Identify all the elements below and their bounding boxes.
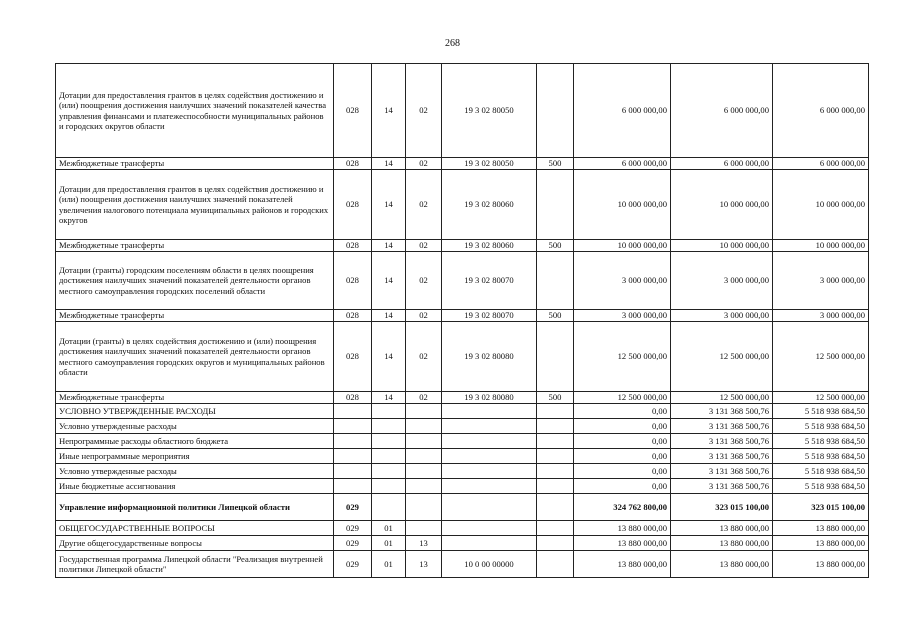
table-row: [56, 392, 869, 404]
row-amount-year2: 3 131 368 500,76: [671, 419, 773, 434]
row-admin-code: 028: [334, 322, 372, 392]
row-expense-type: [537, 521, 574, 536]
row-target-article: 19 3 02 80080: [442, 392, 537, 404]
table-body: [56, 64, 869, 578]
row-amount-year2: 12 500 000,00: [671, 322, 773, 392]
row-expense-type: 500: [537, 392, 574, 404]
row-subsection: [406, 479, 442, 494]
row-admin-code: [334, 404, 372, 419]
row-expense-type: [537, 434, 574, 449]
row-section: [372, 494, 406, 521]
row-target-article: [442, 479, 537, 494]
row-admin-code: 028: [334, 240, 372, 252]
row-amount-year2: 3 131 368 500,76: [671, 434, 773, 449]
table-row: [56, 64, 869, 158]
row-target-article: [442, 464, 537, 479]
table-row: [56, 310, 869, 322]
table-row: [56, 479, 869, 494]
row-name: УСЛОВНО УТВЕРЖДЕННЫЕ РАСХОДЫ: [56, 404, 334, 419]
row-target-article: 19 3 02 80080: [442, 322, 537, 392]
row-section: 14: [372, 170, 406, 240]
row-amount-year1: 13 880 000,00: [574, 521, 671, 536]
row-amount-year3: 5 518 938 684,50: [773, 404, 869, 419]
budget-table: [55, 63, 869, 578]
row-section: 14: [372, 64, 406, 158]
row-section: 14: [372, 252, 406, 310]
row-target-article: [442, 521, 537, 536]
row-name: Условно утвержденные расходы: [56, 419, 334, 434]
row-expense-type: [537, 419, 574, 434]
row-admin-code: [334, 449, 372, 464]
row-amount-year1: 3 000 000,00: [574, 310, 671, 322]
row-amount-year2: 12 500 000,00: [671, 392, 773, 404]
row-subsection: [406, 434, 442, 449]
row-admin-code: 029: [334, 494, 372, 521]
table-row: [56, 158, 869, 170]
row-name: Дотации для предоставления грантов в целях содействия достижению и (или) поощрения достижения наилучших значений показателей качества управления финансами и платежеспособности муниципальных районов и городских округов области: [56, 64, 334, 158]
row-name: Другие общегосударственные вопросы: [56, 536, 334, 551]
row-subsection: 02: [406, 240, 442, 252]
table-row: [56, 419, 869, 434]
row-amount-year3: 3 000 000,00: [773, 310, 869, 322]
row-expense-type: [537, 449, 574, 464]
row-amount-year1: 13 880 000,00: [574, 551, 671, 578]
table-row: [56, 551, 869, 578]
row-section: 14: [372, 240, 406, 252]
row-admin-code: 029: [334, 551, 372, 578]
row-amount-year3: 12 500 000,00: [773, 392, 869, 404]
row-name: Дотации для предоставления грантов в целях содействия достижению и (или) поощрения достижения наилучших значений показателей увеличения налогового потенциала муниципальных районов и городских округов: [56, 170, 334, 240]
row-section: [372, 464, 406, 479]
table-row: [56, 404, 869, 419]
row-expense-type: 500: [537, 240, 574, 252]
row-expense-type: [537, 252, 574, 310]
row-admin-code: [334, 479, 372, 494]
row-amount-year3: 5 518 938 684,50: [773, 464, 869, 479]
row-target-article: [442, 536, 537, 551]
row-name: Условно утвержденные расходы: [56, 464, 334, 479]
row-subsection: 02: [406, 64, 442, 158]
row-subsection: 02: [406, 158, 442, 170]
page-number: 268: [445, 38, 460, 49]
row-target-article: 19 3 02 80050: [442, 64, 537, 158]
row-section: [372, 479, 406, 494]
row-amount-year2: 10 000 000,00: [671, 240, 773, 252]
row-target-article: 19 3 02 80070: [442, 310, 537, 322]
row-amount-year1: 0,00: [574, 404, 671, 419]
table-row: [56, 494, 869, 521]
row-target-article: [442, 449, 537, 464]
row-expense-type: [537, 551, 574, 578]
row-name: Межбюджетные трансферты: [56, 392, 334, 404]
row-amount-year1: 12 500 000,00: [574, 392, 671, 404]
row-amount-year1: 3 000 000,00: [574, 252, 671, 310]
row-subsection: [406, 464, 442, 479]
row-target-article: 19 3 02 80050: [442, 158, 537, 170]
row-subsection: 02: [406, 322, 442, 392]
row-subsection: 02: [406, 252, 442, 310]
row-amount-year1: 13 880 000,00: [574, 536, 671, 551]
row-expense-type: [537, 464, 574, 479]
row-amount-year1: 0,00: [574, 434, 671, 449]
row-amount-year1: 12 500 000,00: [574, 322, 671, 392]
row-amount-year2: 13 880 000,00: [671, 536, 773, 551]
row-amount-year2: 13 880 000,00: [671, 521, 773, 536]
row-amount-year2: 13 880 000,00: [671, 551, 773, 578]
row-amount-year3: 12 500 000,00: [773, 322, 869, 392]
row-amount-year3: 13 880 000,00: [773, 536, 869, 551]
row-amount-year2: 3 000 000,00: [671, 252, 773, 310]
row-target-article: [442, 419, 537, 434]
row-section: [372, 449, 406, 464]
row-expense-type: 500: [537, 310, 574, 322]
row-amount-year3: 6 000 000,00: [773, 64, 869, 158]
row-amount-year2: 6 000 000,00: [671, 158, 773, 170]
row-section: 14: [372, 322, 406, 392]
row-amount-year2: 323 015 100,00: [671, 494, 773, 521]
table-row: [56, 536, 869, 551]
row-name: Управление информационной политики Липецкой области: [56, 494, 334, 521]
row-target-article: [442, 434, 537, 449]
row-expense-type: 500: [537, 158, 574, 170]
row-subsection: [406, 404, 442, 419]
row-amount-year2: 3 131 368 500,76: [671, 464, 773, 479]
row-name: Межбюджетные трансферты: [56, 240, 334, 252]
table-row: [56, 170, 869, 240]
row-target-article: [442, 494, 537, 521]
row-amount-year2: 10 000 000,00: [671, 170, 773, 240]
row-amount-year3: 13 880 000,00: [773, 551, 869, 578]
row-section: 14: [372, 158, 406, 170]
row-amount-year1: 0,00: [574, 479, 671, 494]
row-amount-year3: 5 518 938 684,50: [773, 449, 869, 464]
row-target-article: 19 3 02 80060: [442, 170, 537, 240]
row-subsection: 13: [406, 536, 442, 551]
row-expense-type: [537, 322, 574, 392]
row-target-article: 10 0 00 00000: [442, 551, 537, 578]
row-target-article: 19 3 02 80060: [442, 240, 537, 252]
table-row: [56, 464, 869, 479]
table-row: [56, 252, 869, 310]
row-subsection: [406, 521, 442, 536]
row-name: Дотации (гранты) в целях содействия достижению и (или) поощрения достижения наилучших значений показателей деятельности органов местного самоуправления городских округов и муниципальных районов области: [56, 322, 334, 392]
row-amount-year2: 3 131 368 500,76: [671, 449, 773, 464]
row-amount-year3: 5 518 938 684,50: [773, 434, 869, 449]
table-row: [56, 521, 869, 536]
row-admin-code: [334, 419, 372, 434]
row-section: [372, 419, 406, 434]
row-amount-year3: 10 000 000,00: [773, 170, 869, 240]
row-amount-year2: 6 000 000,00: [671, 64, 773, 158]
row-name: Межбюджетные трансферты: [56, 158, 334, 170]
table-row: [56, 449, 869, 464]
row-target-article: 19 3 02 80070: [442, 252, 537, 310]
row-admin-code: 029: [334, 536, 372, 551]
row-admin-code: 028: [334, 252, 372, 310]
row-subsection: [406, 494, 442, 521]
row-section: [372, 434, 406, 449]
row-expense-type: [537, 494, 574, 521]
row-amount-year2: 3 000 000,00: [671, 310, 773, 322]
row-name: ОБЩЕГОСУДАРСТВЕННЫЕ ВОПРОСЫ: [56, 521, 334, 536]
row-expense-type: [537, 479, 574, 494]
row-admin-code: [334, 434, 372, 449]
row-amount-year1: 6 000 000,00: [574, 64, 671, 158]
row-name: Межбюджетные трансферты: [56, 310, 334, 322]
row-expense-type: [537, 170, 574, 240]
row-admin-code: [334, 464, 372, 479]
row-amount-year3: 5 518 938 684,50: [773, 479, 869, 494]
row-amount-year1: 0,00: [574, 464, 671, 479]
row-amount-year1: 0,00: [574, 419, 671, 434]
table-row: [56, 434, 869, 449]
row-amount-year3: 13 880 000,00: [773, 521, 869, 536]
row-amount-year1: 10 000 000,00: [574, 170, 671, 240]
row-amount-year2: 3 131 368 500,76: [671, 479, 773, 494]
row-amount-year2: 3 131 368 500,76: [671, 404, 773, 419]
row-expense-type: [537, 64, 574, 158]
row-admin-code: 028: [334, 310, 372, 322]
table-row: [56, 240, 869, 252]
row-section: 01: [372, 551, 406, 578]
row-section: [372, 404, 406, 419]
row-name: Непрограммные расходы областного бюджета: [56, 434, 334, 449]
table-row: [56, 322, 869, 392]
row-section: 01: [372, 536, 406, 551]
row-subsection: 13: [406, 551, 442, 578]
row-subsection: 02: [406, 392, 442, 404]
row-expense-type: [537, 536, 574, 551]
row-amount-year3: 10 000 000,00: [773, 240, 869, 252]
row-amount-year3: 5 518 938 684,50: [773, 419, 869, 434]
row-amount-year3: 323 015 100,00: [773, 494, 869, 521]
row-admin-code: 028: [334, 158, 372, 170]
row-section: 01: [372, 521, 406, 536]
row-admin-code: 028: [334, 64, 372, 158]
row-target-article: [442, 404, 537, 419]
row-admin-code: 028: [334, 392, 372, 404]
row-name: Государственная программа Липецкой области "Реализация внутренней политики Липецкой области": [56, 551, 334, 578]
row-subsection: 02: [406, 310, 442, 322]
row-subsection: 02: [406, 170, 442, 240]
row-section: 14: [372, 310, 406, 322]
row-amount-year3: 6 000 000,00: [773, 158, 869, 170]
row-amount-year1: 6 000 000,00: [574, 158, 671, 170]
row-amount-year1: 0,00: [574, 449, 671, 464]
row-amount-year1: 324 762 800,00: [574, 494, 671, 521]
row-amount-year3: 3 000 000,00: [773, 252, 869, 310]
row-name: Дотации (гранты) городским поселениям области в целях поощрения достижения наилучших значений показателей деятельности органов местного самоуправления городских поселений области: [56, 252, 334, 310]
row-expense-type: [537, 404, 574, 419]
row-admin-code: 029: [334, 521, 372, 536]
row-name: Иные бюджетные ассигнования: [56, 479, 334, 494]
row-admin-code: 028: [334, 170, 372, 240]
row-name: Иные непрограммные мероприятия: [56, 449, 334, 464]
row-section: 14: [372, 392, 406, 404]
row-subsection: [406, 419, 442, 434]
row-amount-year1: 10 000 000,00: [574, 240, 671, 252]
row-subsection: [406, 449, 442, 464]
